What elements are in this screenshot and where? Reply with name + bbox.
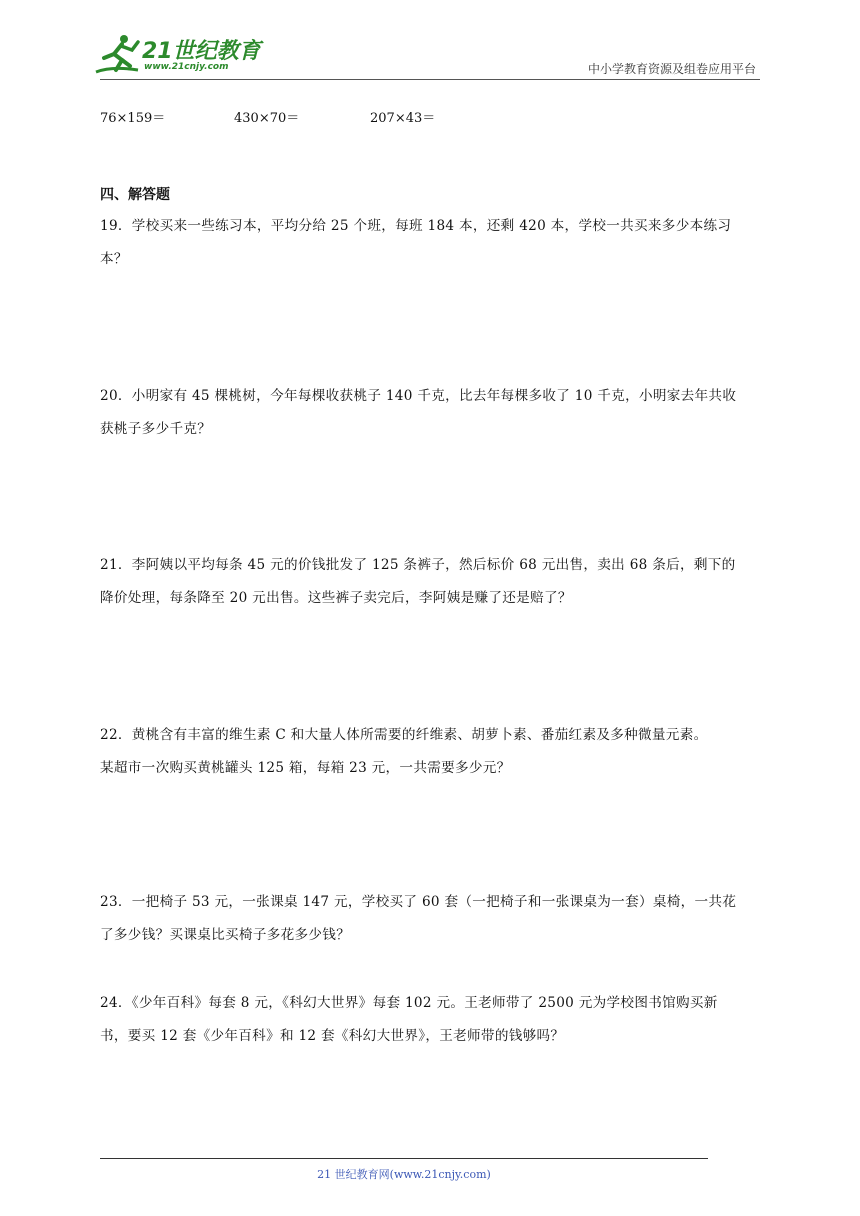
footer-divider [100, 1158, 708, 1159]
logo-url-text: www.21cnjy.com [144, 62, 229, 72]
logo-text: 21世纪教育 [142, 39, 261, 64]
question-line: 19．学校买来一些练习本，平均分给 25 个班，每班 184 本，还剩 420 本，学校一共买来多少本练习 [100, 218, 732, 234]
question-line: 本？ [100, 251, 128, 267]
header-divider [100, 79, 760, 80]
question-20 [100, 380, 764, 446]
question-line: 获桃子多少千克？ [100, 421, 212, 437]
platform-title: 中小学教育资源及组卷应用平台 [587, 62, 756, 76]
footer-text: 21 世纪教育网(www.21cnjy.com) [317, 1168, 491, 1181]
question-24 [100, 987, 764, 1053]
running-person-icon [94, 32, 144, 76]
question-line: 某超市一次购买黄桃罐头 125 箱，每箱 23 元，一共需要多少元？ [100, 760, 511, 776]
calculation-item: 207×43＝ [370, 111, 436, 126]
question-line: 了多少钱？买课桌比买椅子多花多少钱？ [100, 927, 351, 943]
calculation-item: 76×159＝ [100, 111, 166, 126]
question-23 [100, 886, 764, 952]
question-line: 24．《少年百科》每套 8 元，《科幻大世界》每套 102 元。王老师带了 2500 元为学校图书馆购买新 [100, 995, 718, 1011]
question-19 [100, 210, 764, 276]
question-line: 降价处理，每条降至 20 元出售。这些裤子卖完后，李阿姨是赚了还是赔了？ [100, 590, 572, 606]
question-22 [100, 719, 764, 785]
question-line: 20．小明家有 45 棵桃树，今年每棵收获桃子 140 千克，比去年每棵多收了 10 千克，小明家去年共收 [100, 388, 737, 404]
question-line: 23．一把椅子 53 元，一张课桌 147 元，学校买了 60 套（一把椅子和一张课桌为一套）桌椅，一共花 [100, 894, 737, 910]
question-line: 22．黄桃含有丰富的维生素 C 和大量人体所需要的纤维素、胡萝卜素、番茄红素及多种微量元素。 [100, 727, 708, 743]
section-title: 四、解答题 [100, 187, 170, 203]
site-logo [94, 32, 264, 78]
question-line: 书，要买 12 套《少年百科》和 12 套《科幻大世界》，王老师带的钱够吗？ [100, 1028, 565, 1044]
page-header [0, 0, 860, 80]
question-line: 21．李阿姨以平均每条 45 元的价钱批发了 125 条裤子，然后标价 68 元出售，卖出 68 条后，剩下的 [100, 557, 736, 573]
calculation-item: 430×70＝ [234, 111, 300, 126]
question-21 [100, 549, 764, 615]
